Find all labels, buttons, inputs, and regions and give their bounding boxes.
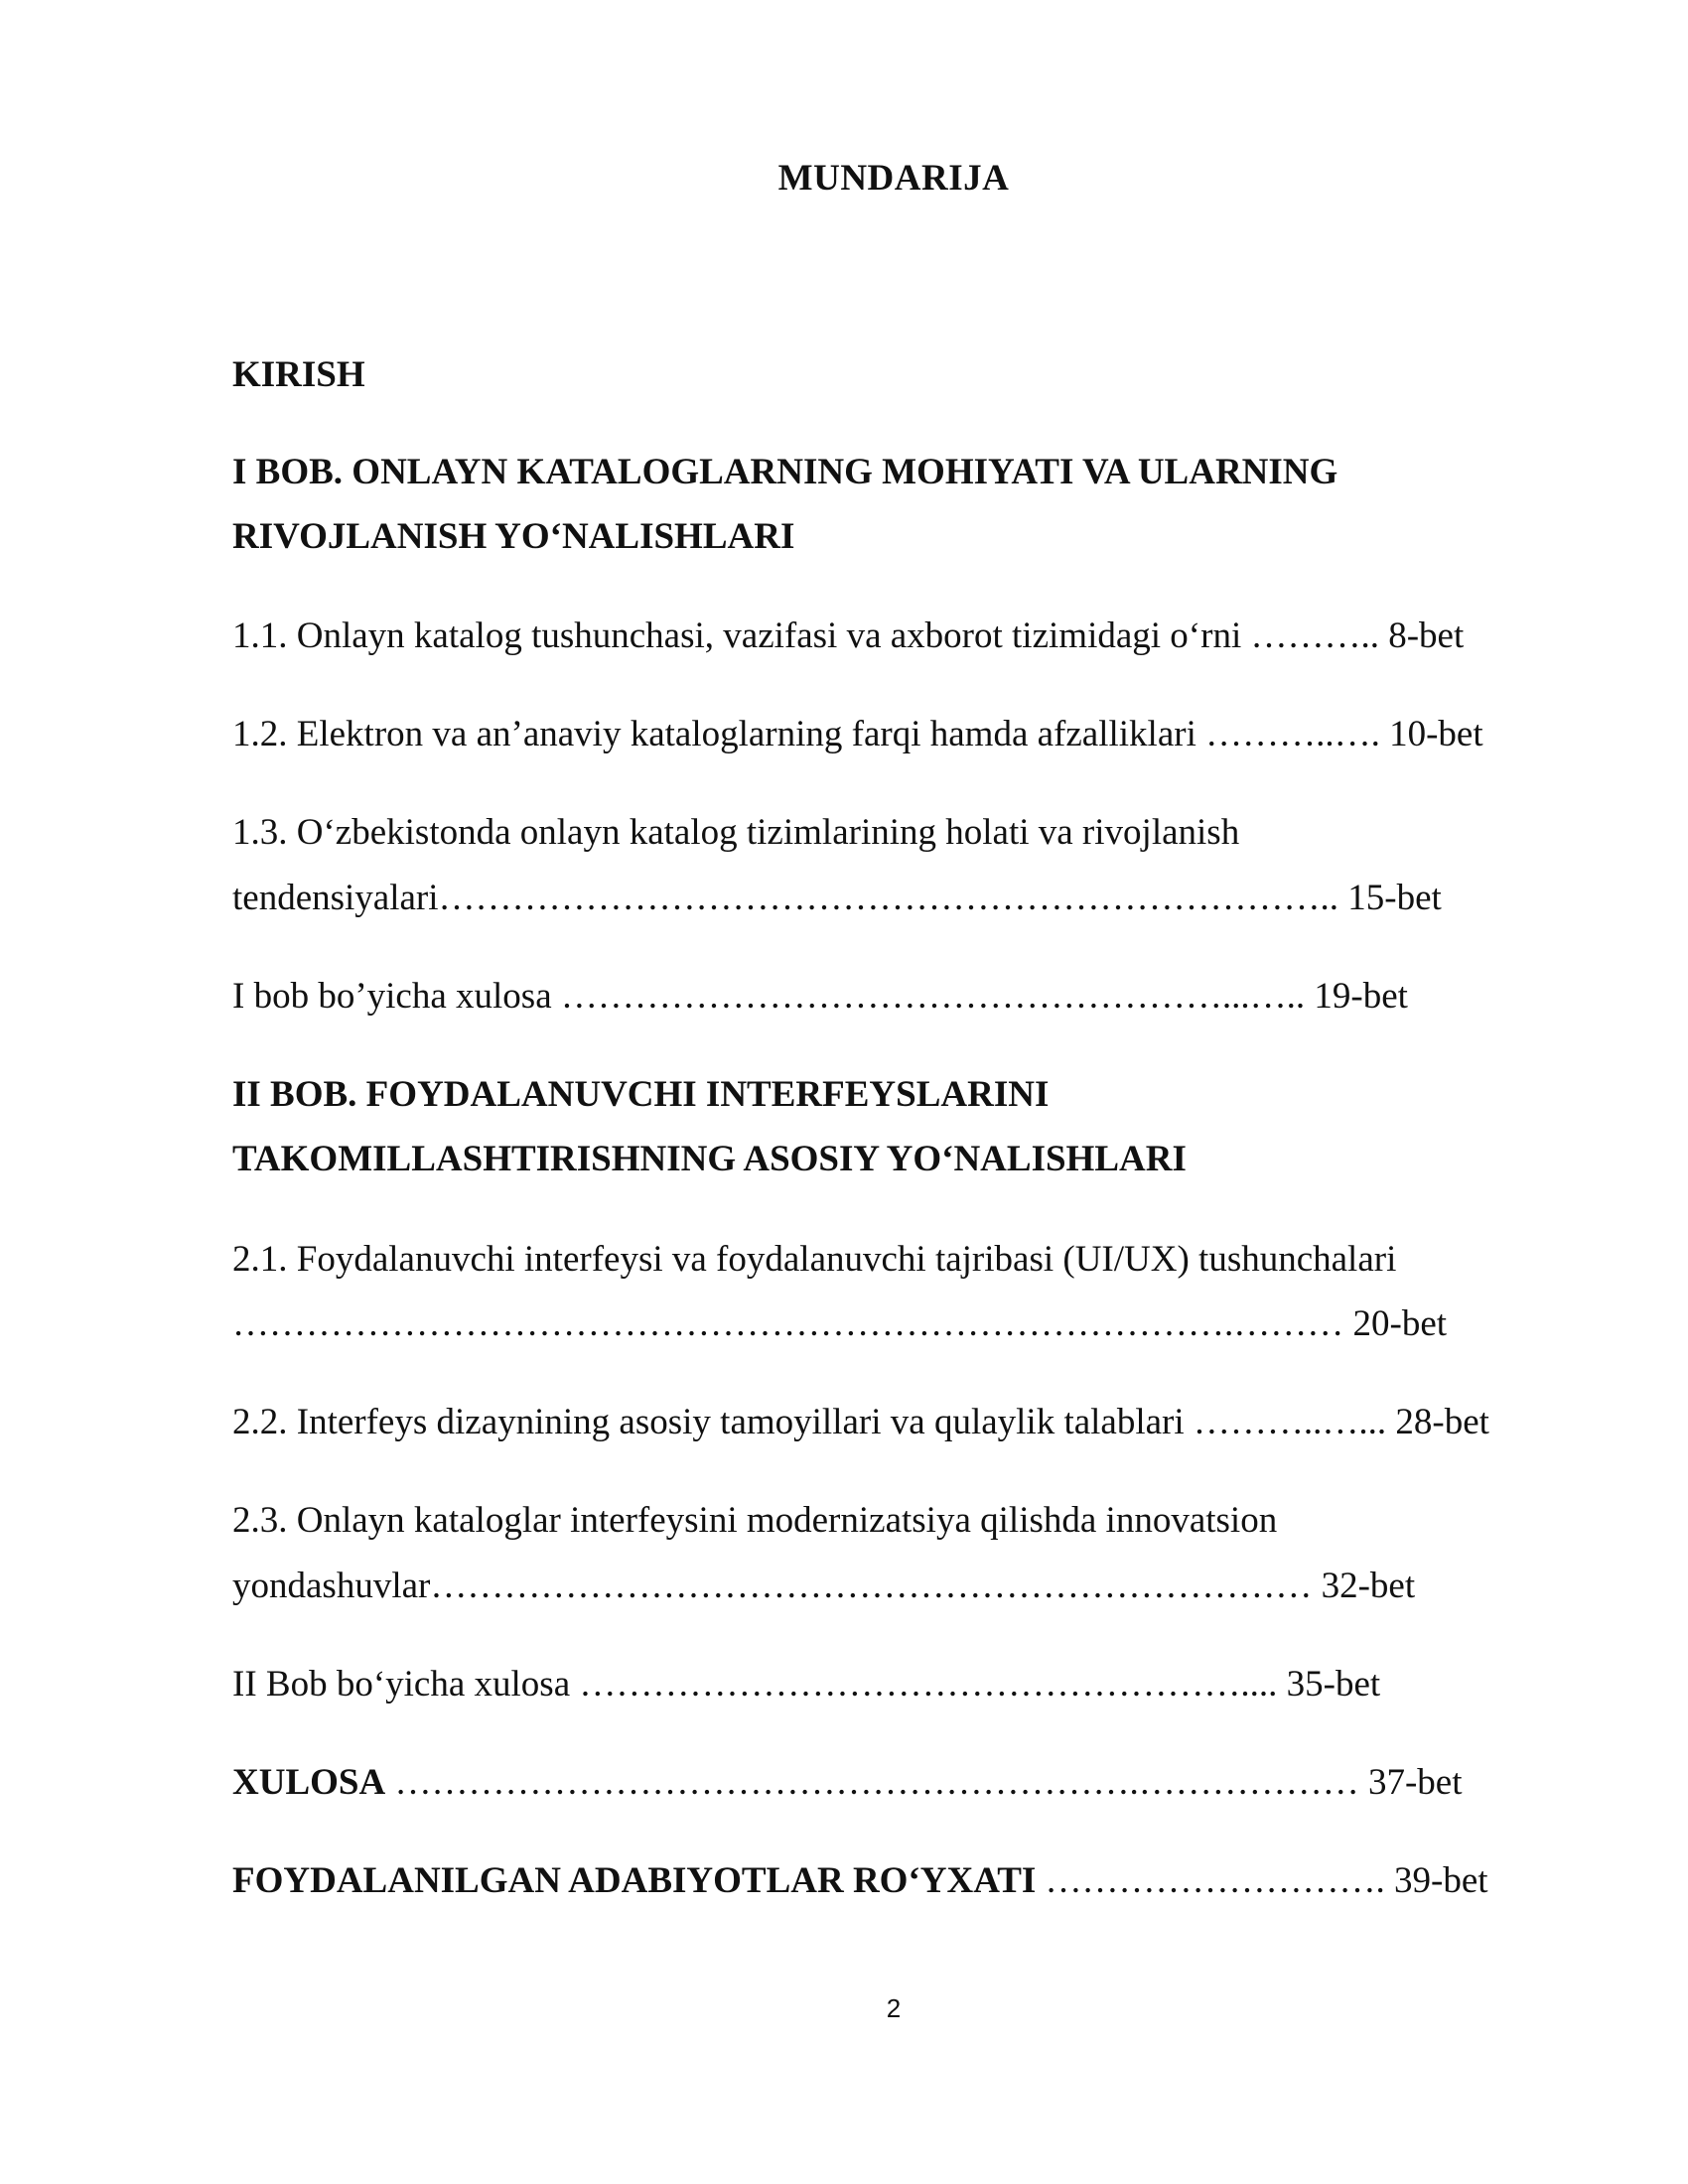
toc-entry-2-3-line-2: yondashuvlar……………………………………………………………… 32-bet — [232, 1566, 1416, 1606]
toc-entry-conclusion — [232, 1763, 1462, 1803]
toc-entry-2-1-line-2: ……………………………………………………………………….……… 20-bet — [232, 1303, 1448, 1344]
document-title: MUNDARIJA — [777, 158, 1010, 199]
toc-entry-1-2: 1.2. Elektron va an’anaviy kataloglarning farqi hamda afzalliklari ………..…. 10-bet — [232, 714, 1483, 754]
page-number: 2 — [886, 1993, 902, 2023]
toc-entry-references-page: ………………………. 39-bet — [1036, 1860, 1488, 1901]
toc-entry-references-label: FOYDALANILGAN ADABIYOTLAR RO‘YXATI — [232, 1860, 1037, 1901]
toc-entry-introduction: KIRISH — [232, 354, 365, 395]
toc-chapter-1-title-line-1: I BOB. ONLAYN KATALOGLARNING MOHIYATI VA ULARNING — [232, 452, 1338, 492]
toc-entry-2-2: 2.2. Interfeys dizaynining asosiy tamoyillari va qulaylik talablari ………..…... 28-bet — [232, 1402, 1489, 1442]
toc-entry-1-3-line-2: tendensiyalari……………………………………………………………….. 15-bet — [232, 878, 1442, 918]
toc-entry-chapter-1-summary: I bob bo’yicha xulosa ………………………………………………...….. 19-bet — [232, 976, 1408, 1017]
toc-entry-conclusion-page: …………………………………………………….……………… 37-bet — [385, 1762, 1463, 1803]
toc-entry-1-3-line-1: 1.3. O‘zbekistonda onlayn katalog tizimlarining holati va rivojlanish — [232, 812, 1240, 853]
toc-entry-references — [232, 1861, 1488, 1901]
toc-entry-2-3-line-1: 2.3. Onlayn kataloglar interfeysini modernizatsiya qilishda innovatsion — [232, 1500, 1278, 1541]
toc-entry-chapter-2-summary: II Bob bo‘yicha xulosa ……………………………………………….... 35-bet — [232, 1664, 1381, 1705]
toc-chapter-1-title-line-2: RIVOJLANISH YO‘NALISHLARI — [232, 516, 795, 557]
toc-entry-2-1-line-1: 2.1. Foydalanuvchi interfeysi va foydalanuvchi tajribasi (UI/UX) tushunchalari — [232, 1239, 1397, 1280]
toc-entry-conclusion-label: XULOSA — [232, 1762, 386, 1803]
toc-entry-1-1: 1.1. Onlayn katalog tushunchasi, vazifasi va axborot tizimidagi o‘rni ……….. 8-bet — [232, 615, 1465, 656]
toc-chapter-2-title-line-1: II BOB. FOYDALANUVCHI INTERFEYSLARINI — [232, 1074, 1050, 1115]
toc-chapter-2-title-line-2: TAKOMILLASHTIRISHNING ASOSIY YO‘NALISHLARI — [232, 1139, 1187, 1179]
